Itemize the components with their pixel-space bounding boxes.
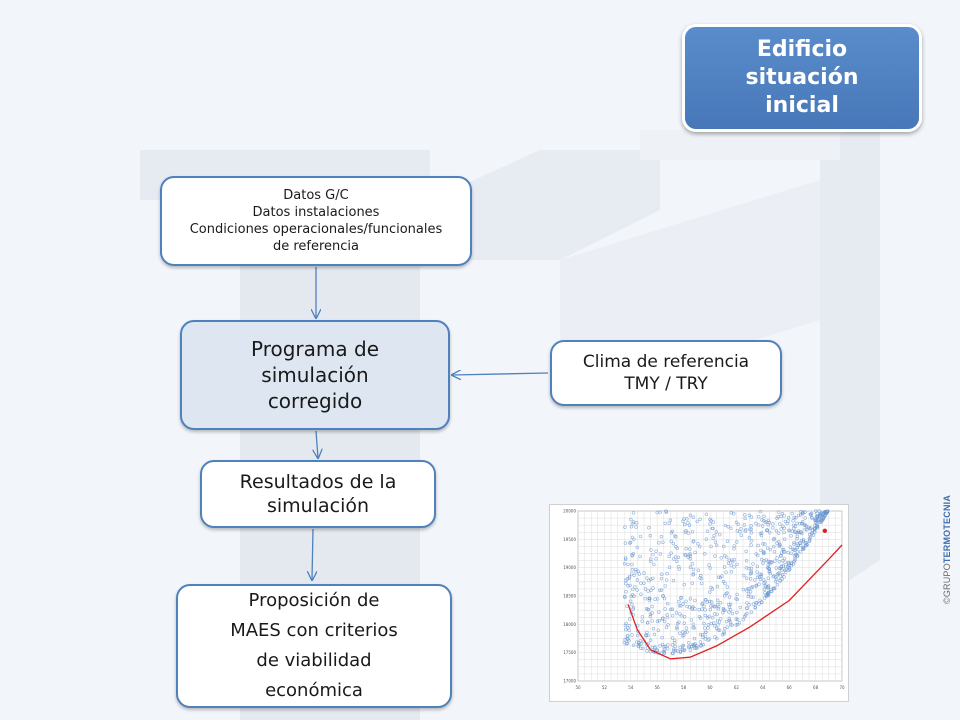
watermark-grupotermotecnia [938,494,958,610]
title-line: situación [745,65,859,90]
y-tick-label: 19500 [563,536,576,542]
climate-line: Clima de referencia [582,352,750,372]
scatter-chart [550,505,848,701]
title-line: inicial [765,93,839,118]
title-line: Edificio [756,37,848,62]
results-line: Resultados de la [239,471,397,493]
y-tick-label: 20000 [563,508,576,514]
watermark-prefix: ©GRUPO [942,563,952,604]
data-line: de referencia [272,239,360,254]
box-simulation-program [180,320,450,430]
x-tick-label: 54 [628,685,634,690]
program-line: Programa de [251,337,379,361]
climate-line: TMY / TRY [624,374,708,394]
results-line: simulación [266,495,370,517]
highlight-point [823,529,827,533]
program-line: simulación [261,363,369,387]
maes-line: de viabilidad [256,650,372,671]
box-input-data [160,176,472,266]
y-tick-label: 19000 [563,565,576,571]
maes-line: Proposición de [248,590,380,611]
x-tick-label: 56 [654,685,660,690]
box-simulation-results [200,460,436,528]
y-tick-label: 18500 [563,593,576,599]
x-tick-label: 52 [601,685,607,690]
x-tick-label: 70 [839,685,845,690]
x-tick-label: 58 [681,685,687,690]
title-box-edificio-situacion-inicial [682,24,922,132]
data-line: Datos G/C [283,188,349,203]
x-tick-label: 68 [813,685,819,690]
x-tick-label: 66 [786,685,792,690]
maes-line: económica [265,680,363,701]
x-tick-label: 64 [760,685,766,690]
x-tick-label: 50 [575,685,581,690]
x-tick-label: 60 [707,685,713,690]
box-reference-climate [550,340,782,406]
watermark-brand: TERMOTECNIA [942,494,952,564]
program-line: corregido [267,389,363,413]
y-tick-label: 17000 [563,678,576,684]
data-line: Condiciones operacionales/funcionales [189,222,443,237]
x-tick-label: 62 [733,685,739,690]
maes-line: MAES con criterios [230,620,398,641]
scatter-chart-thumbnail [549,504,849,702]
data-line: Datos instalaciones [252,205,380,220]
y-tick-label: 18000 [563,621,576,627]
y-tick-label: 17500 [563,650,576,656]
box-maes-proposal [176,584,452,708]
